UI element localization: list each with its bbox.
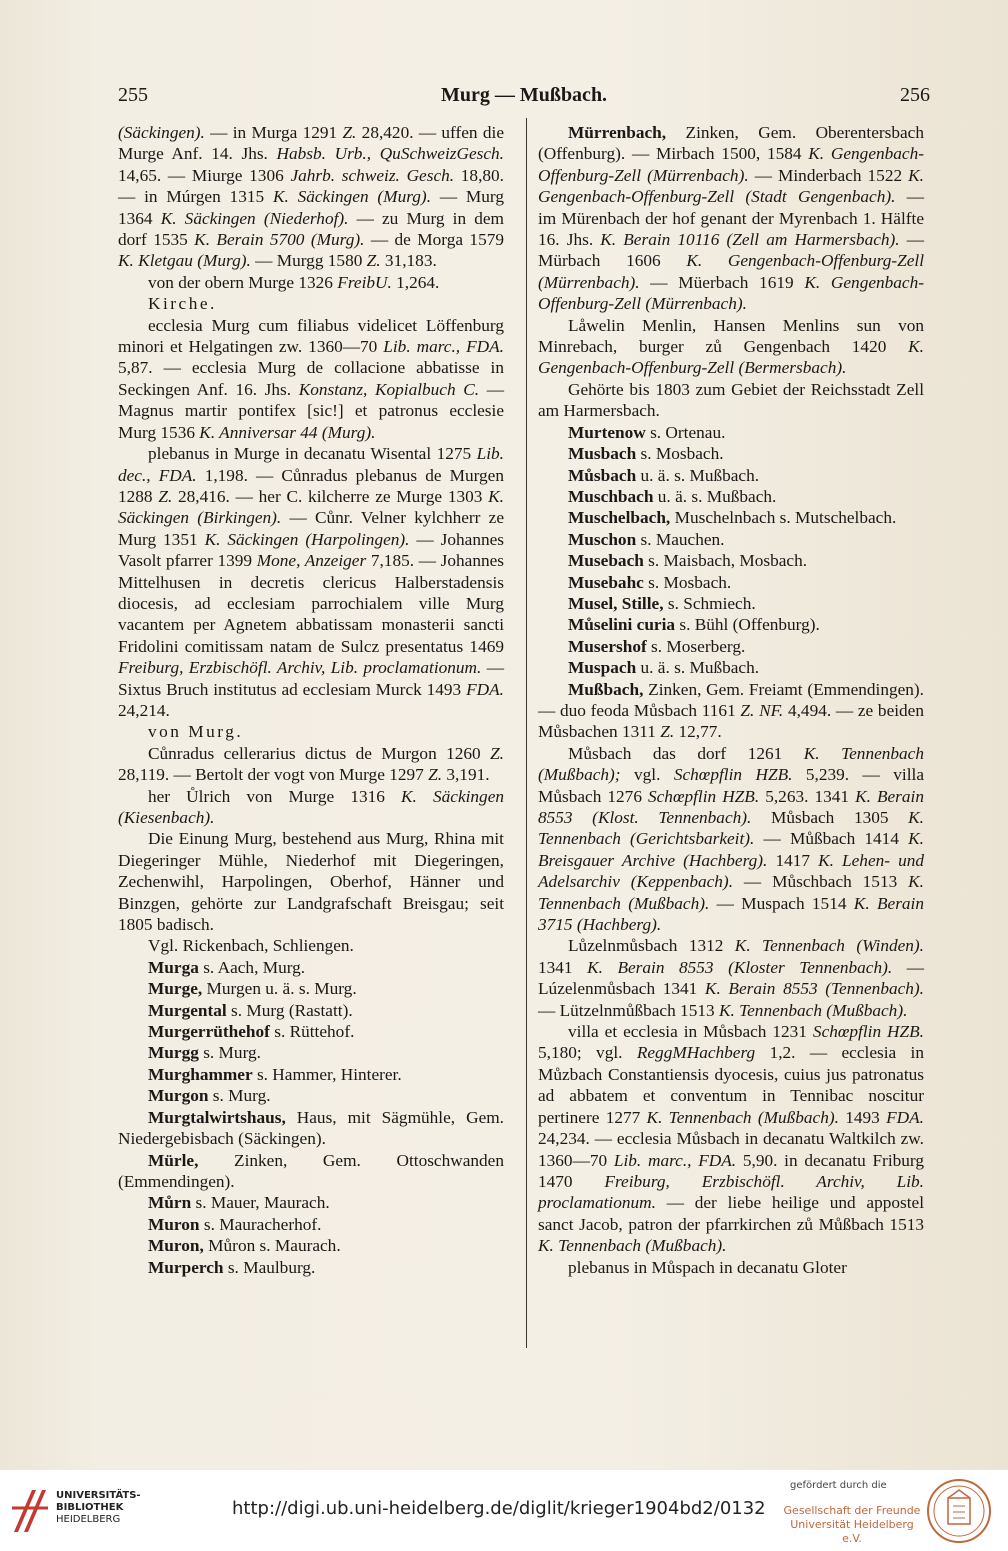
library-name [56,1490,141,1526]
page-header [118,84,930,114]
page-number-right: 256 [900,84,930,106]
paragraph: Muspach u. ä. s. Mußbach. [568,658,760,678]
right-column [538,122,924,1278]
university-seal-icon [926,1478,992,1544]
paragraph: Musebach s. Maisbach, Mosbach. [568,551,808,571]
paragraph: Murgg s. Murg. [148,1043,261,1063]
paragraph: Mürle, Zinken, Gem. Ottoschwanden (Emmendingen). [118,1150,504,1191]
paragraph: Můselini curia s. Bühl (Offenburg). [568,615,820,635]
paragraph: villa et ecclesia in Můsbach 1231 Schœpflin HZB. 5,180; vgl. ReggMHachberg 1,2. — ecclesia in Můzbach Constantiensis dyocesis, cuius jus patronatus ad abbatem et conventum in Tennibac noscitur pertinere 1277 K. Tennenbach (Mußbach). 1493 FDA. 24,234. — ecclesia Můsbach in decanatu Waltkilch zw. 1360—70 Lib. marc., FDA. 5,90. in decanatu Friburg 1470 Freiburg, Erzbischöfl. Archiv, Lib. proclamationum. — der liebe heilige und appostel sanct Jacob, patron der pfarrkirchen zů Můßbach 1513 K. Tennenbach (Mußbach). [538,1022,925,1256]
paragraph: Murtenow s. Ortenau. [568,422,726,442]
sponsor-name [782,1504,922,1546]
paragraph: Musel, Stille, s. Schmiech. [568,593,756,613]
library-line-2: BIBLIOTHEK [56,1502,124,1513]
sponsor-label: gefördert durch die [790,1480,887,1491]
paragraph: Murghammer s. Hammer, Hinterer. [148,1064,402,1084]
paragraph: Muron, Můron s. Maurach. [148,1236,341,1256]
paragraph: von Murg. [148,722,244,742]
paragraph: her Ůlrich von Murge 1316 K. Säckingen (Kiesenbach). [118,786,505,827]
sponsor-line-1: Gesellschaft der Freunde [783,1504,921,1517]
paragraph: Murgerrüthehof s. Rüttehof. [148,1022,355,1042]
library-line-3: HEIDELBERG [56,1514,121,1525]
paragraph: Mürrenbach, Zinken, Gem. Oberentersbach (Offenburg). — Mirbach 1500, 1584 K. Gengenbach-Offenburg-Zell (Mürrenbach). — Minderbach 1522 K. Gengenbach-Offenburg-Zell (Stadt Gengenbach). — im Mürenbach der hof genant der Myrenbach 1. Hälfte 16. Jhs. K. Berain 10116 (Zell am Harmersbach). — Mürbach 1606 K. Gengenbach-Offenburg-Zell (Mürrenbach). — Müerbach 1619 K. Gengenbach-Offenburg-Zell (Mürrenbach). [538,123,925,314]
paragraph: Můsbach das dorf 1261 K. Tennenbach (Mußbach); vgl. Schœpflin HZB. 5,239. — villa Můsbach 1276 Schœpflin HZB. 5,263. 1341 K. Berain 8553 (Klost. Tennenbach). Můsbach 1305 K. Tennenbach (Gerichtsbarkeit). — Můßbach 1414 K. Breisgauer Archive (Hachberg). 1417 K. Lehen- und Adelsarchiv (Keppenbach). — Můschbach 1513 K. Tennenbach (Mußbach). — Muspach 1514 K. Berain 3715 (Hachberg). [538,743,925,935]
sponsor-line-2: Universität Heidelberg e.V. [790,1518,914,1545]
paragraph: plebanus in Murge in decanatu Wisental 1275 Lib. dec., FDA. 1,198. — Cůnradus plebanus de Murgen 1288 Z. 28,416. — her C. kilcherre ze Murge 1303 K. Säckingen (Birkingen). — Cůnr. Velner kylchherr ze Murg 1351 K. Säckingen (Harpolingen). — Johannes Vasolt pfarrer 1399 Mone, Anzeiger 7,185. — Johannes Mittelhusen in decretis clericus Halberstadensis diocesis, ad ecclesiam parrochialem ville Murg vacantem per Agnetem abbatissam monasterii sancti Fridolini comitissam natam de Sulcz presentatus 1469 Freiburg, Erzbischöfl. Archiv, Lib. proclamationum. — Sixtus Bruch institutus ad ecclesiam Murck 1493 FDA. 24,214. [118,444,505,720]
paragraph: Murgental s. Murg (Rastatt). [148,1000,353,1020]
library-logo-icon [10,1484,50,1536]
paragraph: Mußbach, Zinken, Gem. Freiamt (Emmendingen). — duo feoda Můsbach 1161 Z. NF. 4,494. — ze beiden Můsbachen 1311 Z. 12,77. [538,679,924,742]
paragraph: Murgtalwirtshaus, Haus, mit Sägmühle, Gem. Niedergebisbach (Säckingen). [118,1107,504,1149]
paragraph: Murga s. Aach, Murg. [148,957,306,977]
paragraph: Kirche. [148,294,217,314]
footer-bar [0,1470,1008,1551]
paragraph: Musershof s. Moserberg. [568,636,746,656]
paragraph: Musbach s. Mosbach. [568,444,724,464]
column-divider [526,118,527,1348]
paragraph: Murge, Murgen u. ä. s. Murg. [148,979,357,999]
paragraph: plebanus in Můspach in decanatu Gloter [568,1257,847,1277]
left-column [118,122,504,1278]
paragraph: Muschelbach, Muschelnbach s. Mutschelbach. [568,508,897,528]
paragraph: Muschon s. Mauchen. [568,529,725,549]
paragraph: Murperch s. Maulburg. [148,1257,316,1277]
paragraph: Můrn s. Mauer, Maurach. [148,1193,330,1213]
library-line-1: UNIVERSITÄTS- [56,1490,141,1501]
paragraph: Muschbach u. ä. s. Mußbach. [568,486,777,506]
paragraph: ecclesia Murg cum filiabus videlicet Löffenburg minori et Helgatingen zw. 1360—70 Lib. marc., FDA. 5,87. — ecclesia Murg de collacione abbatisse in Seckingen Anf. 16. Jhs. Konstanz, Kopialbuch C. — Magnus martir pontifex [sic!] et patronus ecclesie Murg 1536 K. Anniversar 44 (Murg). [118,315,504,442]
paragraph: Cůnradus cellerarius dictus de Murgon 1260 Z. 28,119. — Bertolt der vogt von Murge 1297 Z. 3,191. [118,743,504,785]
paragraph: Muron s. Mauracherhof. [148,1214,322,1234]
paragraph: Můsbach u. ä. s. Mußbach. [568,465,760,485]
paragraph: von der obern Murge 1326 FreibU. 1,264. [148,272,440,292]
page-number-left: 255 [118,84,148,106]
paragraph: Låwelin Menlin, Hansen Menlins sun von Minrebach, burger zů Gengenbach 1420 K. Gengenbach-Offenburg-Zell (Bermersbach). [538,315,924,378]
paragraph: Musebahc s. Mosbach. [568,572,732,592]
paragraph: Gehörte bis 1803 zum Gebiet der Reichsstadt Zell am Harmersbach. [538,379,924,421]
running-title: Murg — Mußbach. [440,84,608,106]
page-url-link[interactable]: http://digi.ub.uni-heidelberg.de/diglit/krieger1904bd2/0132 [232,1498,766,1519]
paragraph: Murgon s. Murg. [148,1086,271,1106]
paragraph: Vgl. Rickenbach, Schliengen. [148,936,354,956]
paragraph: (Säckingen). — in Murga 1291 Z. 28,420. — uffen die Murge Anf. 14. Jhs. Habsb. Urb., QuSchweizGesch. 14,65. — Miurge 1306 Jahrb. schweiz. Gesch. 18,80. — in Múrgen 1315 K. Säckingen (Murg). — Murg 1364 K. Säckingen (Niederhof). — zu Murg in dem dorf 1535 K. Berain 5700 (Murg). — de Morga 1579 K. Kletgau (Murg). — Murgg 1580 Z. 31,183. [118,123,505,271]
paragraph: Die Einung Murg, bestehend aus Murg, Rhina mit Diegeringer Mühle, Niederhof mit Diegeringen, Zechenwihl, Harpolingen, Oberhof, Hänner und Binzgen, gehörte zur Landgrafschaft Breisgau; seit 1805 badisch. [118,829,504,935]
paragraph: Lůzelnmůsbach 1312 K. Tennenbach (Winden). 1341 K. Berain 8553 (Kloster Tennenbach). — Lúzelenmůsbach 1341 K. Berain 8553 (Tennenbach). — Lützelnmůßbach 1513 K. Tennenbach (Mußbach). [538,936,924,1020]
